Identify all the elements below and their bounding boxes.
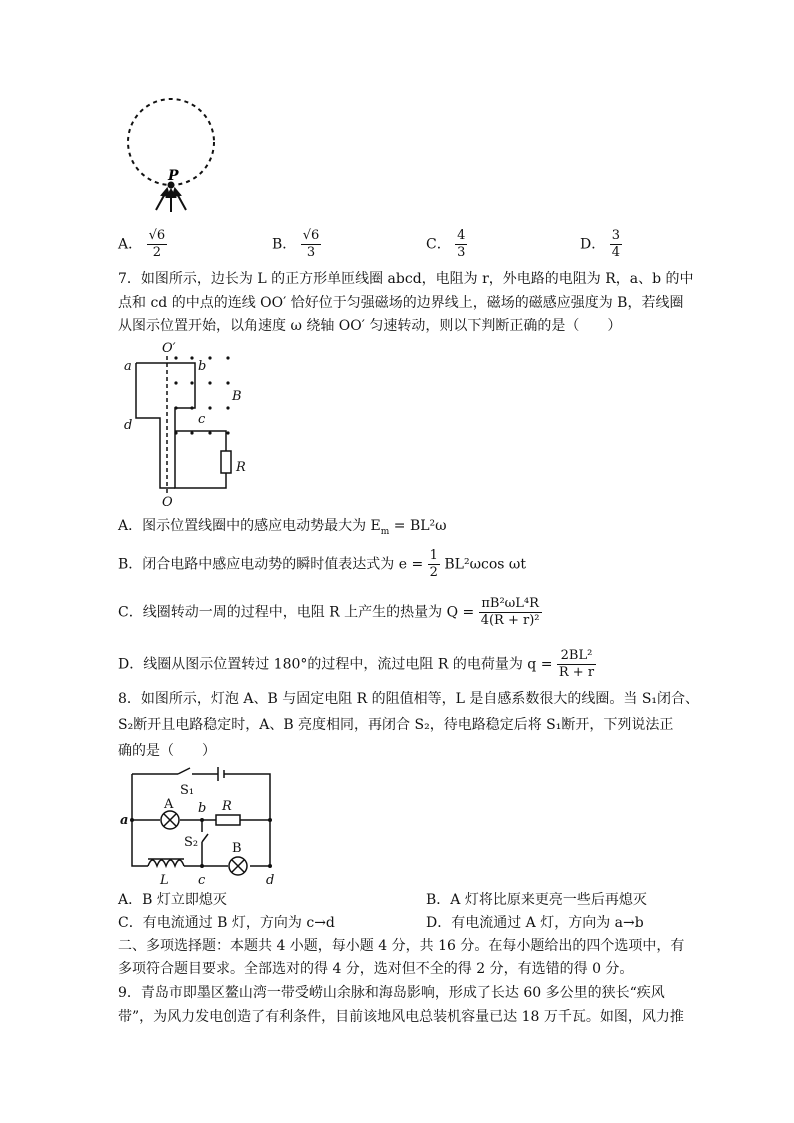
q6-circle-figure: [118, 92, 228, 217]
fraction: [428, 548, 440, 581]
q9-stem-line1: 9．青岛市即墨区鳌山湾一带受崂山余脉和海岛影响，形成了长达 60 多公里的狭长“疾风: [118, 985, 665, 1001]
denominator: 2: [152, 245, 161, 260]
inductor-l: [148, 860, 184, 866]
q7-option-c[interactable]: [118, 596, 678, 629]
denominator: 3: [457, 245, 466, 260]
coil-left: [136, 363, 175, 488]
q8-stem-line1: 8．如图所示，灯泡 A、B 与固定电阻 R 的阻值相等，L 是自感系数很大的线圈。当 S₁闭合、: [118, 691, 700, 707]
label-s2: S₂: [184, 835, 199, 850]
q6-option-a[interactable]: [118, 228, 167, 261]
label-R: R: [222, 799, 232, 814]
fraction: [610, 228, 622, 261]
label-L: L: [160, 873, 169, 888]
resistor-r: [216, 815, 240, 825]
numerator: 2BL²: [557, 648, 596, 665]
q7-option-b[interactable]: [118, 548, 678, 581]
q8-option-a[interactable]: A．B 灯立即熄灭: [118, 892, 227, 908]
q7-option-d-text: D．线圈从图示位置转过 180°的过程中，流过电阻 R 的电荷量为 q =: [118, 656, 553, 673]
numerator: 3: [611, 228, 620, 243]
numerator: 1: [429, 548, 438, 563]
label-B: B: [232, 841, 242, 856]
q7-stem-line3: 从图示位置开始，以角速度 ω 绕轴 OO′ 匀速转动，则以下判断正确的是（ ）: [118, 318, 622, 334]
q6-option-c[interactable]: [426, 228, 467, 261]
fraction: [301, 228, 322, 261]
q6-option-b[interactable]: [272, 228, 321, 261]
arrows: [156, 189, 186, 212]
point-p-label: P: [168, 168, 179, 184]
q9-stem-line2: 带”，为风力发电创造了有利条件，目前该地风电总装机容量已达 18 万千瓦。如图，风力推: [118, 1009, 684, 1025]
numerator: √6: [148, 228, 166, 243]
label-c: c: [198, 873, 206, 888]
label-A: A: [164, 797, 174, 812]
section2-line1: 二、多项选择题：本题共 4 小题，每小题 4 分，共 16 分。在每小题给出的四个选项中，有: [118, 938, 685, 954]
label-a: a: [120, 813, 129, 828]
q8-stem-line3: 确的是（ ）: [118, 743, 216, 759]
denominator: R + r: [558, 665, 595, 680]
denominator: 4(R + r)²: [480, 613, 540, 628]
q7-option-d[interactable]: [118, 648, 678, 681]
q7-option-a-text: A．图示位置线圈中的感应电动势最大为 E: [118, 518, 381, 534]
q8-circuit-figure: [118, 764, 288, 888]
denominator: 3: [306, 245, 316, 260]
option-label: D．: [580, 236, 606, 253]
q7-option-a-tail: = BL²ω: [389, 518, 447, 534]
q7-option-a[interactable]: A．图示位置线圈中的感应电动势最大为 $E_m = BL^2\omega$: [118, 518, 447, 537]
label-o-bottom: O: [162, 495, 173, 510]
label-b: b: [198, 801, 207, 816]
fraction: [455, 228, 467, 261]
label-o-top: O′: [162, 341, 176, 356]
label-c: c: [198, 412, 206, 427]
option-label: A．: [118, 236, 143, 253]
section2-line2: 多项符合题目要求。全部选对的得 4 分，选对但不全的得 2 分，有选错的得 0 分。: [118, 961, 634, 977]
label-d: d: [266, 873, 275, 888]
q8-option-d[interactable]: D．有电流通过 A 灯，方向为 a→b: [426, 915, 644, 931]
label-d: d: [124, 418, 133, 433]
option-label: C．: [426, 236, 451, 253]
option-label: B．: [272, 236, 297, 253]
numerator: πB²ωL⁴R: [479, 596, 542, 613]
q8-option-b[interactable]: B．A 灯将比原来更亮一些后再熄灭: [426, 892, 647, 908]
numerator: 4: [457, 228, 466, 243]
q8-stem-line2: S₂断开且电路稳定时，A、B 亮度相同，再闭合 S₂，待电路稳定后将 S₁断开，下列说法正: [118, 717, 674, 733]
q8-option-c[interactable]: C．有电流通过 B 灯，方向为 c→d: [118, 915, 335, 931]
q7-stem-line1: 7．如图所示，边长为 L 的正方形单匝线圈 abcd，电阻为 r，外电路的电阻为 R，a、b 的中: [118, 271, 694, 287]
q7-coil-figure: [118, 338, 268, 510]
switch-s2: [202, 820, 208, 866]
resistor-R: [221, 451, 231, 473]
fraction: [557, 648, 596, 681]
label-R: R: [236, 460, 246, 475]
fraction: [479, 596, 542, 629]
denominator: 4: [611, 245, 620, 260]
q7-option-b-text: B．闭合电路中感应电动势的瞬时值表达式为 e =: [118, 556, 424, 573]
label-s1: S₁: [180, 783, 195, 798]
q6-option-d[interactable]: [580, 228, 622, 261]
q7-stem-line2: 点和 cd 的中点的连线 OO′ 恰好位于匀强磁场的边界线上，磁场的磁感应强度为 B，若线圈: [118, 295, 684, 311]
coil-path: [136, 363, 226, 488]
label-b: b: [198, 359, 207, 374]
numerator: √6: [302, 228, 320, 243]
label-B: B: [232, 389, 242, 404]
q7-option-c-text: C．线圈转动一周的过程中，电阻 R 上产生的热量为 Q =: [118, 604, 475, 621]
denominator: 2: [429, 565, 438, 580]
q7-option-b-tail: BL²ωcos ωt: [444, 556, 526, 573]
label-a: a: [124, 359, 132, 374]
fraction: [147, 228, 168, 261]
